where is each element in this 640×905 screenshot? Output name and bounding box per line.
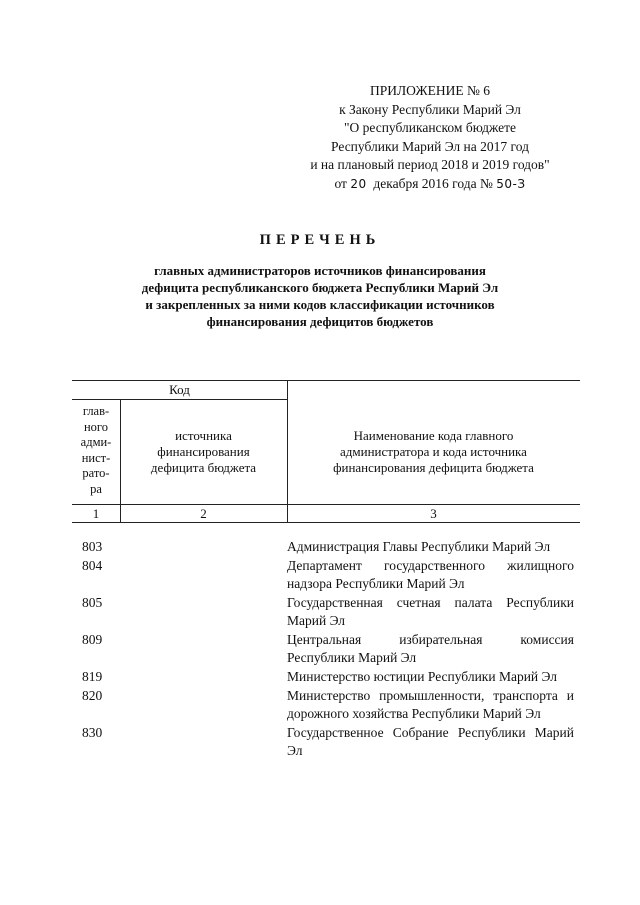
row-code: 804 (82, 558, 103, 573)
header-name-line: финансирования дефицита бюджета (333, 460, 534, 475)
number-row-rule (72, 522, 580, 523)
subtitle-line: финансирования дефицитов бюджетов (206, 314, 434, 329)
header-source-line: финансирования (157, 444, 250, 459)
table-header (72, 380, 580, 522)
header-name-line: администратора и кода источника (340, 444, 527, 459)
header-bottom-rule (72, 504, 580, 505)
header-admin-line: ного (83, 419, 108, 434)
header-admin-line: рато- (82, 466, 110, 480)
table-row (72, 687, 580, 723)
table-body (72, 538, 580, 760)
header-admin-line: глав- (82, 404, 110, 418)
header-name-col (287, 428, 580, 476)
date-rest: декабря 2016 года № (373, 175, 493, 191)
header-code: Код (169, 382, 190, 397)
table-row (72, 594, 580, 630)
table-row (72, 557, 580, 593)
appendix-line: и на плановый период 2018 и 2019 годов" (310, 157, 550, 172)
subtitle-line: и закрепленных за ними кодов классификации источников (145, 297, 495, 312)
row-code: 819 (82, 669, 103, 684)
header-admin-line: ра (90, 481, 102, 496)
table-row (72, 538, 580, 556)
col-number-2: 2 (200, 506, 207, 521)
header-source-line: источника (175, 428, 232, 443)
subtitle-line: главных администраторов источников финансирования (154, 263, 486, 278)
appendix-line: ПРИЛОЖЕНИЕ № 6 (369, 83, 491, 98)
row-code: 803 (82, 539, 103, 554)
row-code: 805 (82, 595, 103, 610)
row-name: Министерство юстиции Республики Марий Эл (287, 669, 557, 684)
header-name-line: Наименование кода главного (353, 428, 514, 443)
row-name: Администрация Главы Республики Марий Эл (287, 539, 551, 554)
row-code: 830 (82, 725, 103, 740)
col-number-1: 1 (92, 506, 100, 521)
subtitle-line: дефицита республиканского бюджета Республики Марий Эл (141, 280, 499, 295)
table-row (72, 631, 580, 667)
header-top-rule (72, 380, 580, 381)
appendix-line: Республики Марий Эл на 2017 год (331, 138, 529, 154)
header-admin-line: адми- (80, 435, 112, 449)
code-under-rule (72, 399, 287, 400)
header-source-col (120, 428, 287, 476)
header-source-line: дефицита бюджета (150, 460, 257, 475)
appendix-line: "О республиканском бюджете (343, 120, 516, 135)
row-name: Министерство промышленности, транспорта и дорожного хозяйства Республики Марий Эл (287, 688, 574, 721)
header-admin-line: нист- (81, 450, 111, 465)
row-code: 809 (82, 632, 103, 647)
date-prefix: от (334, 175, 347, 191)
appendix-block (280, 82, 580, 193)
row-name: Департамент государственного жилищного надзора Республики Марий Эл (287, 558, 574, 591)
appendix-line: к Закону Республики Марий Эл (339, 101, 521, 117)
row-name: Государственное Собрание Республики Марий Эл (287, 725, 574, 758)
appendix-date-line (280, 175, 580, 194)
col-number-3: 3 (430, 506, 437, 521)
header-admin-col (72, 404, 120, 497)
date-day: 20 (350, 176, 367, 191)
table-row (72, 724, 580, 760)
row-name: Центральная избирательная комиссия Республики Марий Эл (287, 632, 574, 665)
law-number: 50-З (496, 176, 526, 191)
row-name: Государственная счетная палата Республики Марий Эл (287, 595, 574, 628)
table-row (72, 668, 580, 686)
row-code: 820 (82, 688, 103, 703)
page-title: ПЕРЕЧЕНЬ (259, 232, 381, 248)
page-subtitle (100, 262, 540, 330)
